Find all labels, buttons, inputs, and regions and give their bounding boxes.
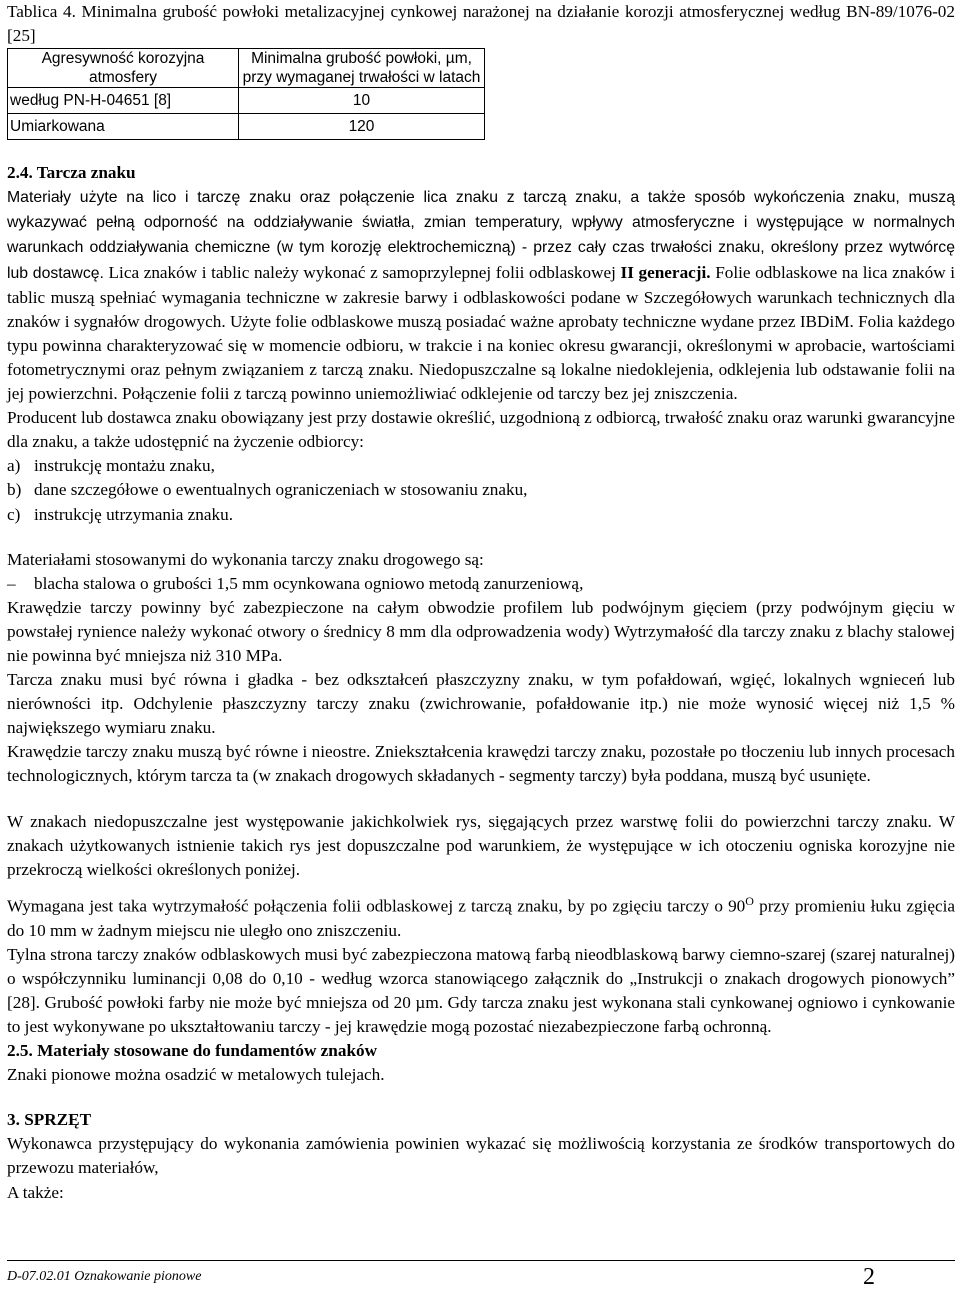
table-cell: 120 — [239, 114, 485, 140]
paragraph-text-bold: II generacji. — [620, 262, 711, 282]
paragraph-text: Lica znaków i tablic należy wykonać z samoprzylepnej folii odblaskowej — [103, 262, 621, 282]
paragraph: W znakach niedopuszczalne jest występowanie jakichkolwiek rys, sięgających przez warstwę folii do powierzchni tarczy znaku. W znakach użytkowanych istnienie takich rys jest dopuszczalne pod warunkiem, że występujące w ich otoczeniu ogniska korozyjne nie przekroczą wielkości określonych poniżej. — [7, 811, 955, 879]
paragraph: Tylna strona tarczy znaków odblaskowych musi być zabezpieczona matową farbą nieodblaskową barwy ciemno-szarej (szarej naturalnej) o współczynniku luminancji 0,08 do 0,10 - według wzorca stanowiącego załącznik do „Instrukcji o znakach drogowych pionowych” [28]. Grubość powłoki farby nie może być mniejsza od 20 µm. Gdy tarcza znaku jest wykonana stali cynkowanej ogniowo i cynkowanie to jest wykonywane po ukształtowaniu tarczy - jej krawędzie mogą pozostać niezabezpieczone farbą ochronną. — [7, 944, 955, 1037]
table-header-cell: Agresywność korozyjna atmosfery — [8, 49, 239, 88]
table-header-row — [8, 49, 485, 88]
list-item — [7, 572, 955, 596]
list-text: instrukcję utrzymania znaku. — [34, 504, 234, 524]
paragraph: Krawędzie tarczy powinny być zabezpieczone na całym obwodzie profilem lub podwójnym gięciem (przy podwójnym gięciu w powstałej rynience należy wykonać otwory o średnicy 8 mm dla odprowadzenia wody) Wytrzymałość dla tarczy znaku z blachy stalowej nie powinna być mniejsza niż 310 MPa. — [7, 597, 955, 665]
paragraph: Krawędzie tarczy znaku muszą być równe i nieostre. Zniekształcenia krawędzi tarczy znaku, pozostałe po tłoczeniu lub innych procesach technologicznych, którym tarcza ta (w znakach drogowych składanych - segmenty tarczy) była poddana, muszą być usunięte. — [7, 742, 955, 786]
list-item — [7, 478, 955, 502]
footer-page-number: 2 — [863, 1264, 875, 1290]
paragraph-text: Folie odblaskowe na lica znaków i tablic muszą spełniać wymagania techniczne w zakresie barwy i odblaskowości podane w Szczegółowych warunkach technicznych dla znaków i sygnałów drogowych. Użyte folie odblaskowe muszą posiadać ważne aprobaty techniczne wydane przez IBDiM. Folia każdego typu powinna charakteryzować się w momencie odbioru, w trakcie i na koniec okresu gwarancji, określonymi w aprobacie, wartościami fotometrycznymi oraz pełnym związaniem z tarczą znaku. Niedopuszczalne są lokalne niedoklejenia, odklejenia lub odstawanie folii na jej powierzchni. Połączenie folii z tarczą powinno uniemożliwiać odklejenie od tarczy bez jej zniszczenia. — [7, 262, 955, 404]
dash-marker: – — [7, 573, 16, 593]
coating-thickness-table — [7, 48, 485, 140]
section-heading-3: 3. SPRZĘT — [7, 1110, 92, 1130]
paragraph-text: Wymagana jest taka wytrzymałość połączenia folii odblaskowej z tarczą znaku, by po zgięciu tarczy o 90 — [7, 896, 746, 916]
table-cell: według PN-H-04651 [8] — [8, 88, 239, 114]
paragraph — [7, 185, 955, 406]
list-text: instrukcję montażu znaku, — [34, 456, 215, 476]
list-text: blacha stalowa o grubości 1,5 mm ocynkowana ogniowo metodą zanurzeniową, — [34, 573, 584, 593]
spacer — [7, 1087, 955, 1108]
table-row — [8, 88, 485, 114]
footer-doc-code: D-07.02.01 Oznakowanie pionowe — [7, 1269, 202, 1284]
page-footer — [7, 1260, 955, 1289]
document-page — [7, 0, 955, 1205]
table-header-cell: Minimalna grubość powłoki, µm, przy wymaganej trwałości w latach — [239, 49, 485, 88]
spacer — [7, 527, 955, 548]
paragraph: Znaki pionowe można osadzić w metalowych tulejach. — [7, 1065, 385, 1085]
list-item — [7, 503, 955, 527]
spacer — [7, 882, 955, 889]
paragraph: Wykonawca przystępujący do wykonania zamówienia powinien wykazać się możliwością korzystania ze środków transportowych do przewozu materiałów, — [7, 1134, 955, 1178]
paragraph — [7, 889, 955, 943]
list-text: dane szczegółowe o ewentualnych ograniczeniach w stosowaniu znaku, — [34, 480, 528, 500]
list-marker: b) — [7, 480, 22, 500]
table-row — [8, 114, 485, 140]
list-marker: c) — [7, 504, 21, 524]
degree-superscript: O — [745, 893, 754, 908]
list-marker: a) — [7, 456, 21, 476]
paragraph: A także: — [7, 1182, 64, 1202]
paragraph: Producent lub dostawca znaku obowiązany jest przy dostawie określić, uzgodnioną z odbiorcą, trwałość znaku oraz warunki gwarancyjne dla znaku, a także udostępnić na życzenie odbiorcy: — [7, 408, 955, 452]
section-heading-2-4: 2.4. Tarcza znaku — [7, 163, 136, 183]
paragraph-text: Materiały użyte na lico i tarczę znaku oraz połączenie lica znaku z tarczą znaku, a także sposób wykończenia znaku, muszą wykazywać pełną odporność na oddziaływanie światła, zmian temperatury, wpływy atmosferyczne i występujące w normalnych warunkach oddziaływania chemiczne (w tym korozję elektrochemiczną) - przez cały czas trwałości znaku, określony przez wytwórcę lub dostawcę. — [7, 189, 955, 282]
section-heading-2-5: 2.5. Materiały stosowane do fundamentów znaków — [7, 1041, 378, 1061]
table-cell: 10 — [239, 88, 485, 114]
table-cell: Umiarkowana — [8, 114, 239, 140]
paragraph: Materiałami stosowanymi do wykonania tarczy znaku drogowego są: — [7, 549, 484, 569]
table-caption: Tablica 4. Minimalna grubość powłoki metalizacyjnej cynkowej narażonej na działanie korozji atmosferycznej według BN-89/1076-02 [25] — [7, 2, 955, 46]
paragraph-text: przy promieniu łuku zgięcia do 10 mm w żadnym miejscu nie uległo ono zniszczeniu. — [7, 896, 955, 940]
list-item — [7, 454, 955, 478]
spacer — [7, 789, 955, 810]
paragraph: Tarcza znaku musi być równa i gładka - bez odkształceń płaszczyzny znaku, w tym pofałdowań, wgięć, lokalnych wgnieceń lub nierówności itp. Odchylenie płaszczyzny tarczy znaku (zwichrowanie, pofałdowanie itp.) nie może wynosić więcej niż 1,5 % największego wymiaru znaku. — [7, 670, 955, 738]
